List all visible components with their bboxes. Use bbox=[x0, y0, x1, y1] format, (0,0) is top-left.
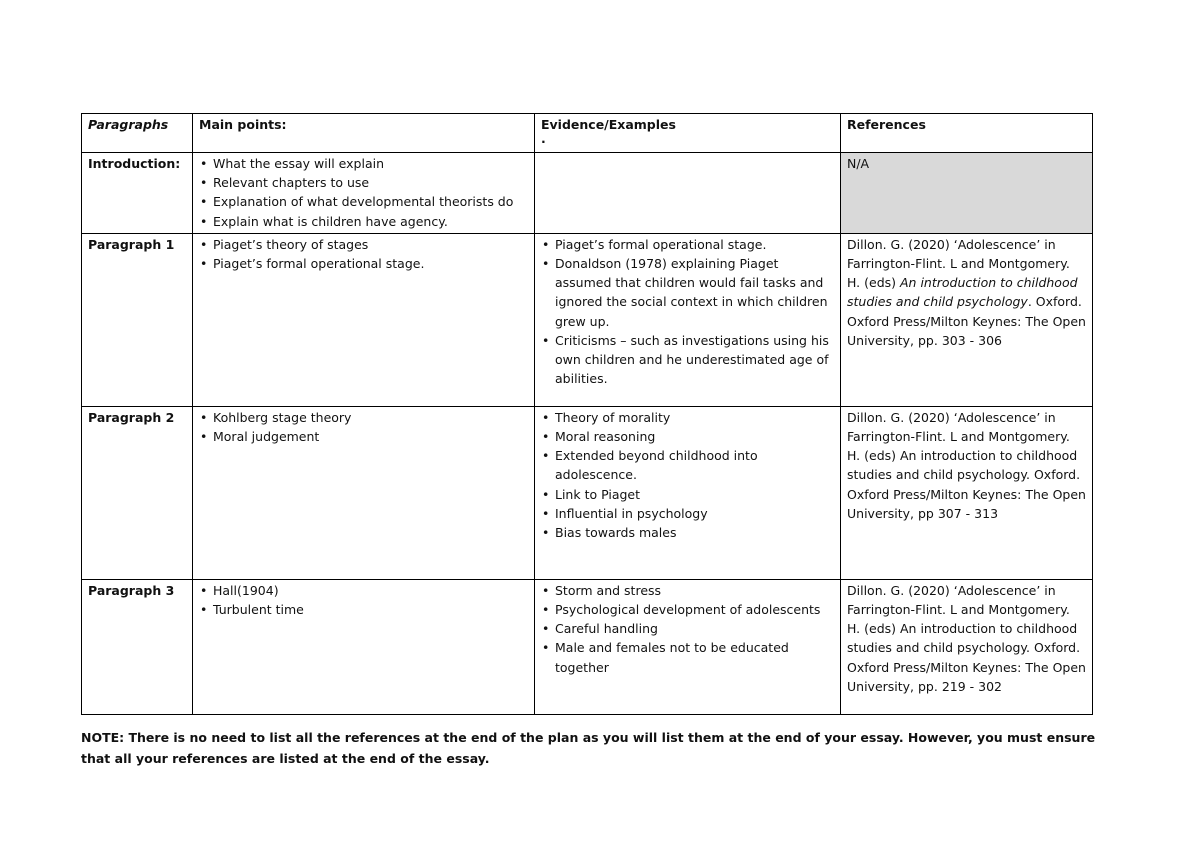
evidence-cell bbox=[535, 153, 841, 234]
essay-plan-table bbox=[81, 113, 1093, 715]
list-item: • Piaget’s theory of stages bbox=[199, 235, 528, 254]
footer-note: NOTE: There is no need to list all the references at the end of the plan as you will list them at the end of your essay. However, you must ensure that all your references are listed at the end of the essay. bbox=[81, 730, 1096, 766]
row-label: Paragraph 1 bbox=[82, 233, 193, 406]
list-item: • Piaget’s formal operational stage. bbox=[199, 254, 528, 273]
reference-cell: N/A bbox=[841, 153, 1093, 234]
list-item: • Kohlberg stage theory bbox=[199, 408, 528, 427]
list-item: • Piaget’s formal operational stage. bbox=[541, 235, 834, 254]
list-item: • Explanation of what developmental theorists do bbox=[199, 192, 528, 211]
evidence-cell bbox=[535, 233, 841, 406]
reference-publisher: . Oxford. Oxford Press/Milton Keynes: The Open University, pp. 303 - 306 bbox=[847, 294, 1086, 348]
header-evidence-label: Evidence/Examples bbox=[541, 117, 676, 132]
header-main-points: Main points: bbox=[193, 114, 535, 153]
table-row-paragraph-1 bbox=[82, 233, 1093, 406]
main-points-list bbox=[199, 235, 528, 273]
reference-cell: Dillon. G. (2020) ‘Adolescence’ in Farrington-Flint. L and Montgomery. H. (eds) An introduction to childhood studies and child psychology. Oxford. Oxford Press/Milton Keynes: The Open University, pp 307 - 313 bbox=[841, 406, 1093, 579]
header-paragraphs: Paragraphs bbox=[82, 114, 193, 153]
reference-cell bbox=[841, 233, 1093, 406]
list-item: • Hall(1904) bbox=[199, 581, 528, 600]
table-header-row bbox=[82, 114, 1093, 153]
list-item: • Influential in psychology bbox=[541, 504, 834, 523]
main-points-cell bbox=[193, 579, 535, 714]
main-points-list bbox=[199, 408, 528, 446]
list-item: • Bias towards males bbox=[541, 523, 834, 542]
list-item: • Theory of morality bbox=[541, 408, 834, 427]
evidence-cell bbox=[535, 406, 841, 579]
reference-cell: Dillon. G. (2020) ‘Adolescence’ in Farrington-Flint. L and Montgomery. H. (eds) An introduction to childhood studies and child psychology. Oxford. Oxford Press/Milton Keynes: The Open University, pp. 219 - 302 bbox=[841, 579, 1093, 714]
main-points-cell bbox=[193, 233, 535, 406]
main-points-cell bbox=[193, 406, 535, 579]
evidence-cell bbox=[535, 579, 841, 714]
reference-book-title: An introduction to childhood studies and child psychology bbox=[847, 275, 1078, 310]
evidence-list bbox=[541, 408, 834, 542]
table-row-introduction bbox=[82, 153, 1093, 234]
list-item: • Male and females not to be educated together bbox=[541, 638, 834, 676]
header-evidence bbox=[535, 114, 841, 153]
list-item: • Careful handling bbox=[541, 619, 834, 638]
evidence-list bbox=[541, 235, 834, 389]
list-item: • Moral reasoning bbox=[541, 427, 834, 446]
list-item: • Relevant chapters to use bbox=[199, 173, 528, 192]
list-item: • Donaldson (1978) explaining Piaget assumed that children would fail tasks and ignored the social context in which children grew up. bbox=[541, 254, 834, 331]
main-points-list bbox=[199, 581, 528, 619]
main-points-cell bbox=[193, 153, 535, 234]
evidence-list bbox=[541, 581, 834, 677]
list-item: • Psychological development of adolescents bbox=[541, 600, 834, 619]
reference-text: Dillon. G. (2020) ‘Adolescence’ in Farrington-Flint. L and Montgomery. H. (eds) bbox=[847, 236, 1070, 291]
list-item: • Moral judgement bbox=[199, 427, 528, 446]
table-row-paragraph-2 bbox=[82, 406, 1093, 579]
row-label: Paragraph 2 bbox=[82, 406, 193, 579]
list-item: • What the essay will explain bbox=[199, 154, 528, 173]
row-label: Introduction: bbox=[82, 153, 193, 234]
list-item: • Link to Piaget bbox=[541, 485, 834, 504]
main-points-list bbox=[199, 154, 528, 231]
table-row-paragraph-3 bbox=[82, 579, 1093, 714]
header-references: References bbox=[841, 114, 1093, 153]
row-label: Paragraph 3 bbox=[82, 579, 193, 714]
list-item: • Explain what is children have agency. bbox=[199, 212, 528, 231]
list-item: • Turbulent time bbox=[199, 600, 528, 619]
list-item: • Extended beyond childhood into adolescence. bbox=[541, 446, 834, 484]
header-evidence-dot: . bbox=[541, 131, 546, 147]
list-item: • Criticisms – such as investigations using his own children and he underestimated age of abilities. bbox=[541, 331, 834, 389]
list-item: • Storm and stress bbox=[541, 581, 834, 600]
